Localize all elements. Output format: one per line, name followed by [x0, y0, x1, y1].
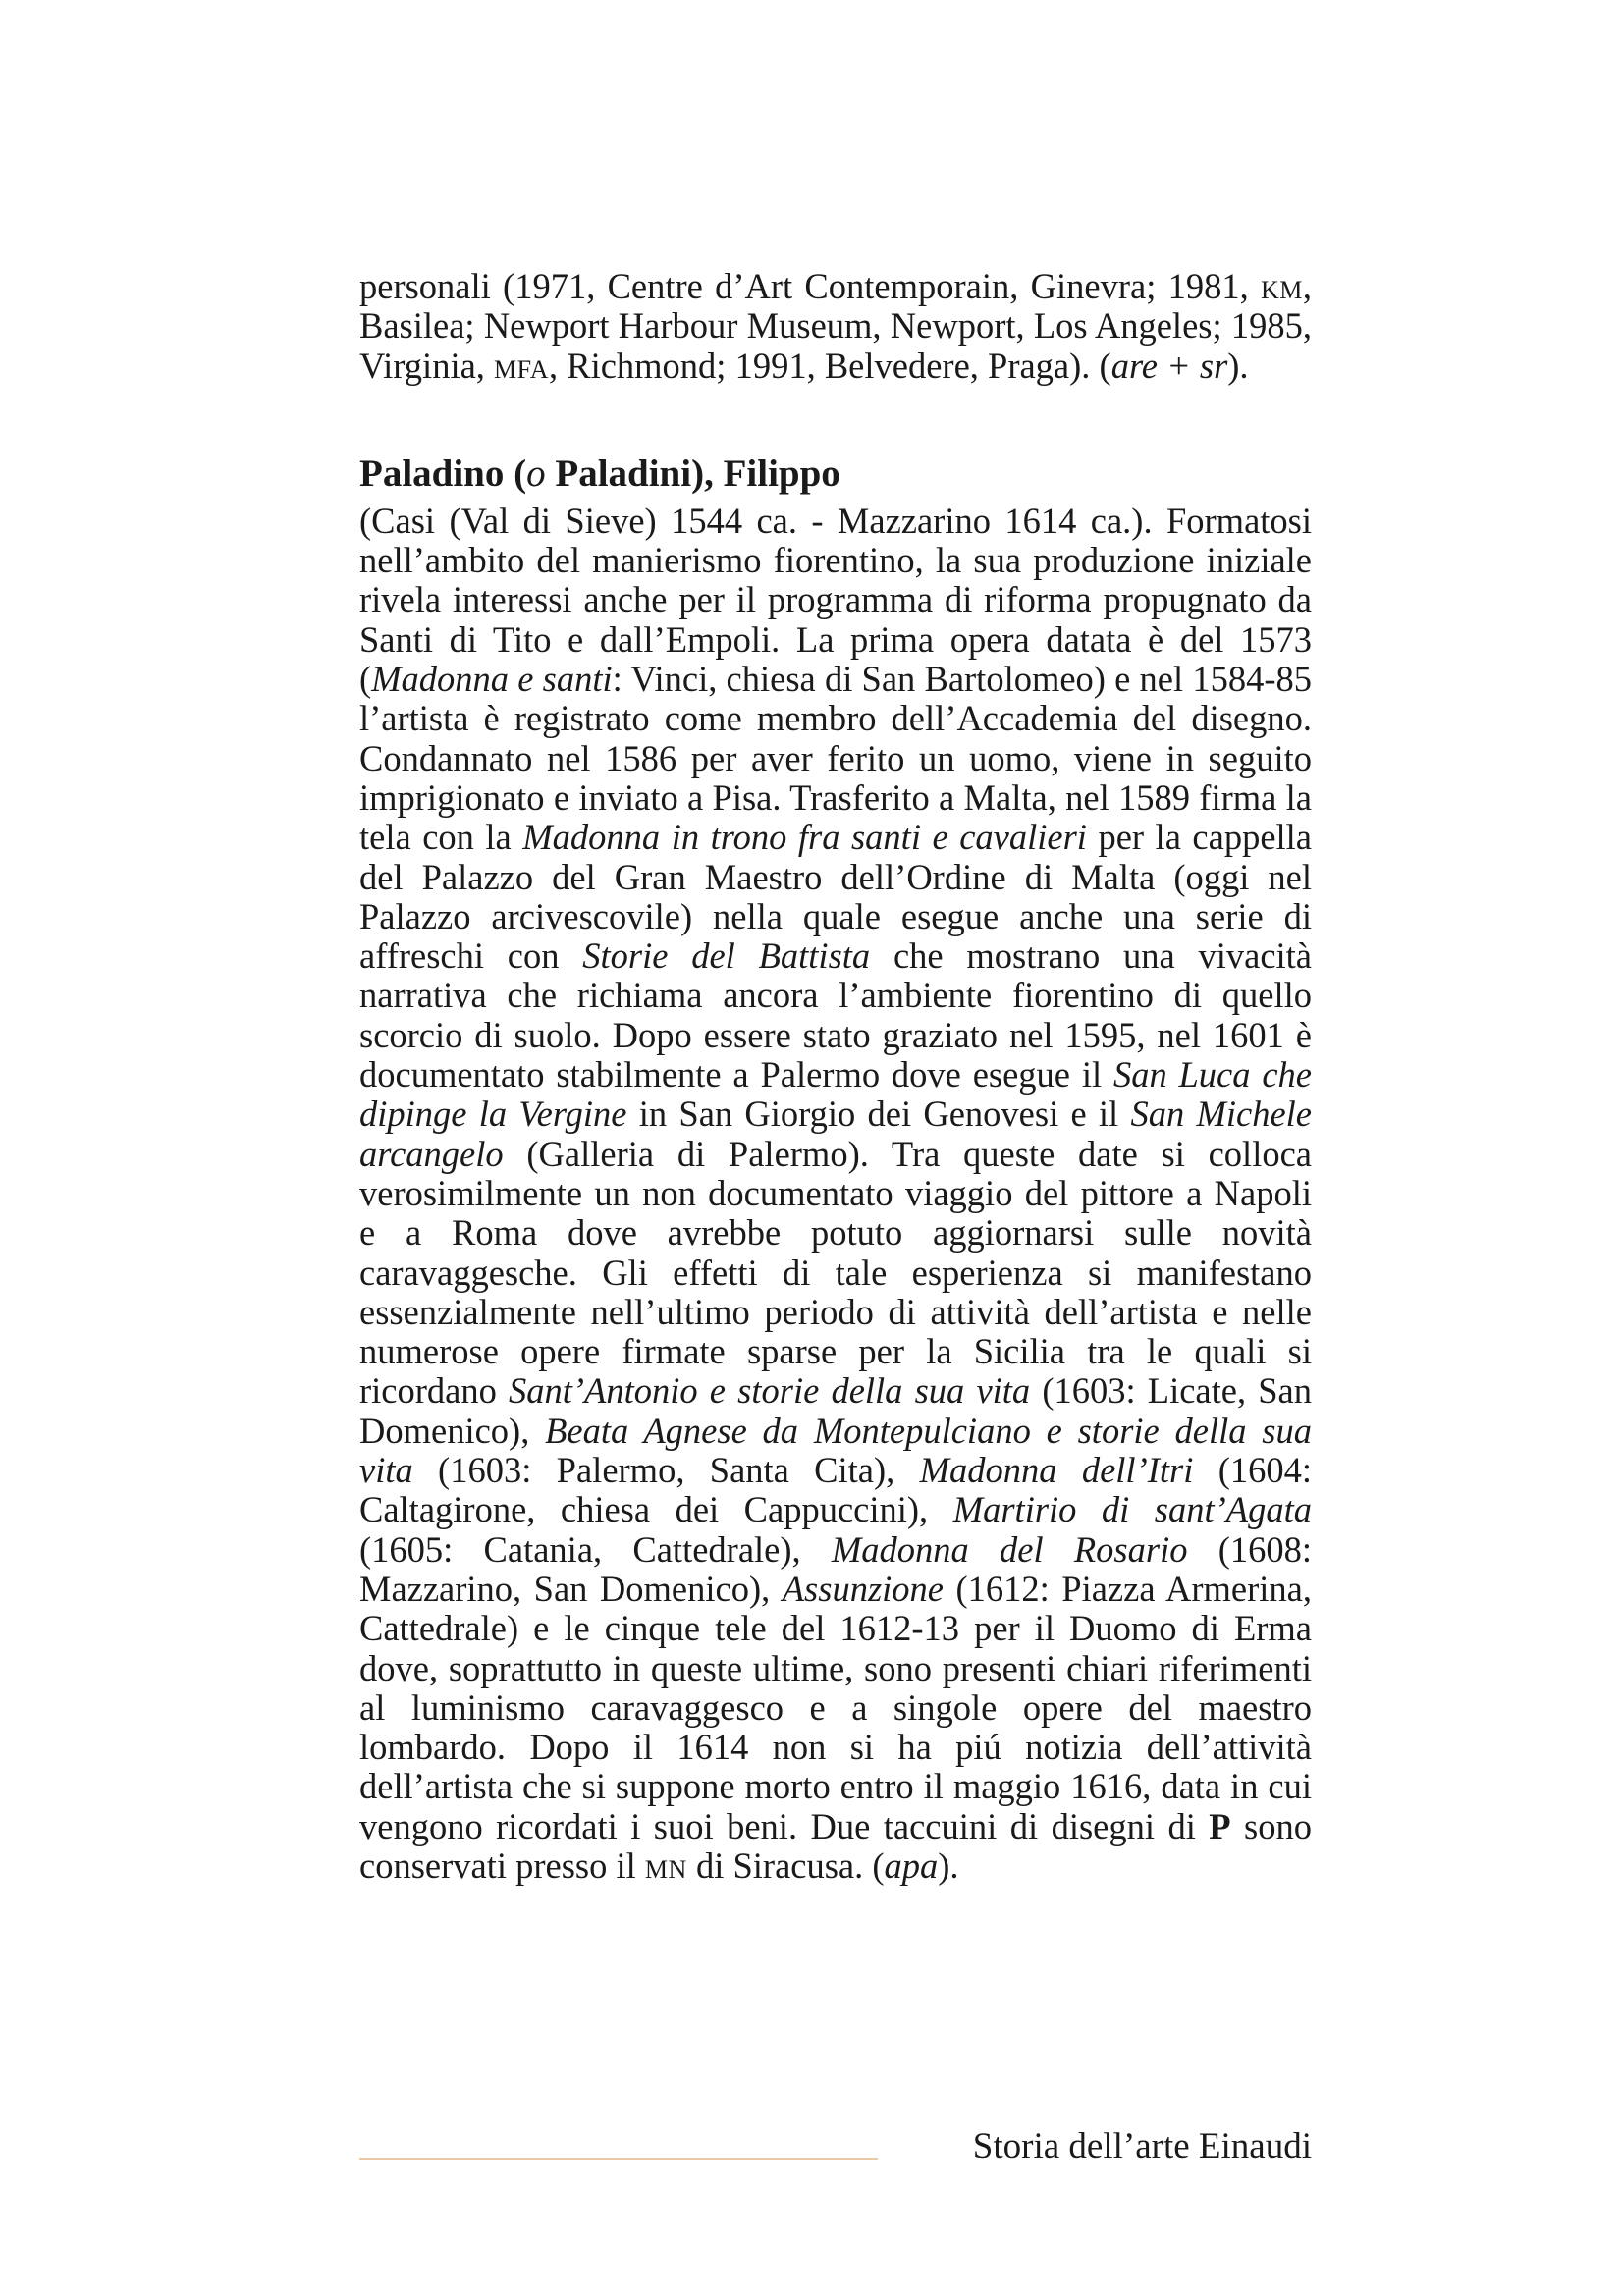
text-segment: ).: [938, 1844, 959, 1886]
artwork-title: San Luca che dipinge la Vergine: [359, 1054, 1312, 1135]
artwork-title: San Michele arcangelo: [359, 1094, 1312, 1174]
text-segment: , Basilea; Newport Harbour Museum, Newport, Los Angeles; 1985, Virginia,: [359, 266, 1312, 386]
entry-body: [359, 502, 1312, 1886]
text-segment: (1612: Piazza Armerina, Cattedrale) e le cinque tele del 1612-13 per il Duomo di Erma dove, soprattutto in queste ultime, sono presenti chiari riferimenti al luminismo caravaggesco e a singole opere del maestro lombardo. Dopo il 1614 non si ha piú notizia dell’attività dell’artista che si suppone morto entro il maggio 1616, data in cui vengono ricordati i suoi beni. Due taccuini di disegni di: [359, 1568, 1312, 1846]
text-segment: (Galleria di Palermo). Tra queste date si colloca verosimilmente un non documentato viaggio del pittore a Napoli e a Roma dove avrebbe potuto aggiornarsi sulle novità caravaggesche. Gli effetti di tale esperienza si manifestano essenzialmente nell’ultimo periodo di attività dell’artista e nelle numerose opere firmate sparse per la Sicilia tra le quali si ricordano: [359, 1133, 1312, 1412]
text-segment: (1605: Catania, Cattedrale),: [359, 1528, 832, 1570]
page-body: [359, 267, 1312, 1886]
entry-initial: P: [1209, 1805, 1231, 1846]
museum-abbreviation: mn: [644, 1844, 687, 1886]
artwork-title: Beata Agnese da Montepulciano e storie della sua vita: [359, 1410, 1312, 1491]
text-segment: per la cappella del Palazzo del Gran Maestro dell’Ordine di Malta (oggi nel Palazzo arcivescovile) nella quale esegue anche una serie di affreschi con: [359, 817, 1312, 977]
page-footer: [359, 2125, 1312, 2168]
artwork-title: Martirio di sant’Agata: [952, 1489, 1312, 1530]
footer-rule: [359, 2158, 878, 2160]
continued-entry-paragraph: [359, 267, 1312, 386]
text-segment: personali (1971, Centre d’Art Contemporain, Ginevra; 1981,: [359, 266, 1261, 306]
text-segment: ).: [1227, 345, 1249, 386]
text-segment: che mostrano una vivacità narrativa che richiama ancora l’ambiente fiorentino di quello scorcio di suolo. Dopo essere stato graziato nel 1595, nel 1601 è documentato stabilmente a Palermo dove esegue il: [359, 935, 1313, 1095]
entry-title: [359, 453, 1312, 496]
artwork-title: Storie del Battista: [582, 935, 871, 977]
author-signature: are + sr: [1110, 345, 1228, 386]
text-segment: : Vinci, chiesa di San Bartolomeo) e nel 1584-85 l’artista è registrato come membro dell’Accademia del disegno. Condannato nel 1586 per aver ferito un uomo, viene in seguito imprigionato e inviato a Pisa. Trasferito a Malta, nel 1589 firma la tela con la: [359, 659, 1312, 858]
artwork-title: Madonna e santi: [371, 659, 613, 700]
text-segment: (1604: Caltagirone, chiesa dei Cappuccini),: [359, 1450, 1312, 1530]
entry-title-name: Paladino (: [359, 452, 527, 495]
text-segment: , Richmond; 1991, Belvedere, Praga). (: [548, 345, 1111, 386]
artwork-title: Madonna in trono fra santi e cavalieri: [522, 817, 1087, 858]
text-segment: sono conservati presso il: [359, 1805, 1312, 1886]
artwork-title: Sant’Antonio e storie della sua vita: [509, 1370, 1031, 1412]
text-segment: (Casi (Val di Sieve) 1544 ca. - Mazzarino 1614 ca.). Formatosi nell’ambito del manierismo fiorentino, la sua produzione iniziale rivela interessi anche per il programma di riforma propugnato da Santi di Tito e dall’Empoli. La prima opera datata è del 1573 (: [359, 500, 1312, 700]
museum-abbreviation: km: [1260, 266, 1303, 306]
entry-title-rest: Paladini), Filippo: [545, 452, 840, 495]
text-segment: (1603: Licate, San Domenico),: [359, 1370, 1312, 1451]
artwork-title: Madonna dell’Itri: [919, 1450, 1194, 1491]
museum-abbreviation: mfa: [494, 345, 549, 386]
entry-title-conjunction: o: [526, 452, 546, 495]
text-segment: (1608: Mazzarino, San Domenico),: [359, 1528, 1313, 1609]
author-signature: apa: [884, 1844, 939, 1886]
text-segment: (1603: Palermo, Santa Cita),: [412, 1450, 920, 1491]
text-segment: di Siracusa. (: [686, 1844, 885, 1886]
footer-publication-title: Storia dell’arte Einaudi: [972, 2126, 1312, 2166]
text-segment: in San Giorgio dei Genovesi e il: [626, 1094, 1131, 1135]
artwork-title: Assunzione: [782, 1568, 944, 1609]
artwork-title: Madonna del Rosario: [831, 1528, 1188, 1570]
